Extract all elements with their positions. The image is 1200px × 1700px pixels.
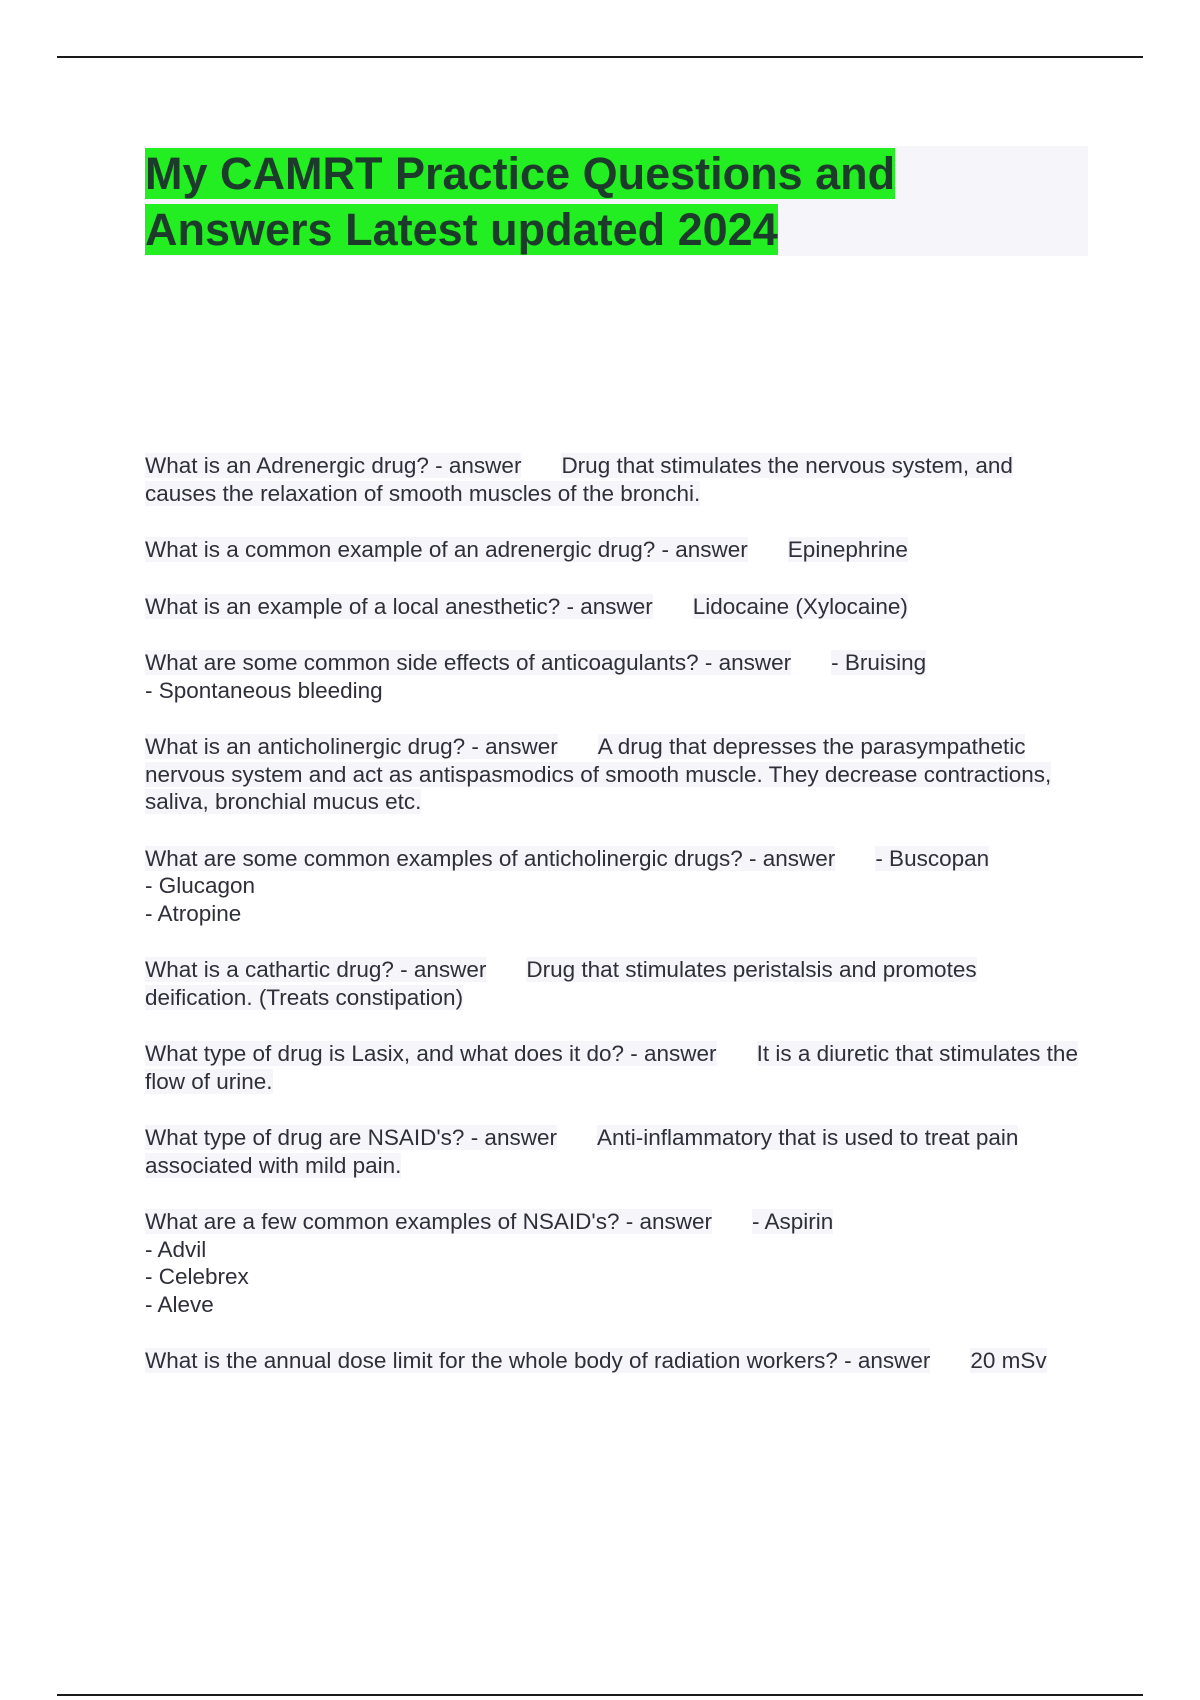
answer-list-item: - Glucagon	[145, 873, 256, 898]
qa-item	[145, 1347, 1085, 1375]
qa-item	[145, 649, 1085, 704]
answer-text: - Bruising	[831, 650, 927, 675]
question-text: What type of drug is Lasix, and what does it do? - answer	[145, 1041, 717, 1066]
answer-text: A drug that depresses the parasympathetic nervous system and act as antispasmodics of smooth muscle. They decrease contractions, saliva, bronchial mucus etc.	[145, 734, 1052, 814]
title-block	[145, 146, 1088, 256]
answer-text: Epinephrine	[787, 537, 908, 562]
bottom-rule	[57, 1694, 1143, 1696]
answer-list-item: - Atropine	[145, 900, 242, 926]
qa-item	[145, 1208, 1085, 1318]
answer-list-item: - Advil	[145, 1236, 207, 1262]
answer-text: - Buscopan	[875, 845, 990, 871]
answer-list-item: - Celebrex	[145, 1264, 249, 1289]
question-text: What is an example of a local anesthetic? - answer	[145, 593, 653, 619]
question-text: What are some common side effects of anticoagulants? - answer	[145, 650, 792, 675]
qa-item	[145, 452, 1085, 507]
qa-item	[145, 536, 1085, 564]
qa-item	[145, 733, 1085, 816]
qa-item	[145, 845, 1085, 928]
qa-item	[145, 593, 1085, 621]
answer-text: Anti-inflammatory that is used to treat pain associated with mild pain.	[145, 1125, 1019, 1178]
answer-text: Drug that stimulates peristalsis and promotes deification. (Treats constipation)	[145, 957, 977, 1010]
qa-item	[145, 1040, 1085, 1095]
question-text: What is the annual dose limit for the whole body of radiation workers? - answer	[145, 1348, 931, 1373]
answer-text: Lidocaine (Xylocaine)	[692, 593, 908, 619]
answer-text: 20 mSv	[970, 1348, 1047, 1373]
answer-text: It is a diuretic that stimulates the flow of urine.	[145, 1041, 1078, 1094]
question-text: What are a few common examples of NSAID's? - answer	[145, 1209, 713, 1234]
page-title	[145, 146, 1088, 258]
top-rule	[57, 56, 1143, 58]
answer-list-item: - Aleve	[145, 1291, 214, 1317]
question-text: What are some common examples of anticholinergic drugs? - answer	[145, 845, 836, 871]
qa-list	[145, 452, 1085, 1404]
qa-item	[145, 956, 1085, 1011]
qa-item	[145, 1124, 1085, 1179]
answer-text: Drug that stimulates the nervous system, and causes the relaxation of smooth muscles of the bronchi.	[145, 453, 1013, 506]
question-text: What type of drug are NSAID's? - answer	[145, 1125, 557, 1150]
title-line-1: My CAMRT Practice Questions and	[145, 148, 896, 199]
title-line-2: Answers Latest updated 2024	[145, 204, 778, 255]
question-text: What is an Adrenergic drug? - answer	[145, 453, 522, 478]
answer-list-item: - Spontaneous bleeding	[145, 677, 383, 703]
answer-text: - Aspirin	[752, 1209, 834, 1234]
question-text: What is an anticholinergic drug? - answer	[145, 734, 558, 759]
question-text: What is a common example of an adrenergic drug? - answer	[145, 537, 748, 562]
question-text: What is a cathartic drug? - answer	[145, 957, 487, 982]
